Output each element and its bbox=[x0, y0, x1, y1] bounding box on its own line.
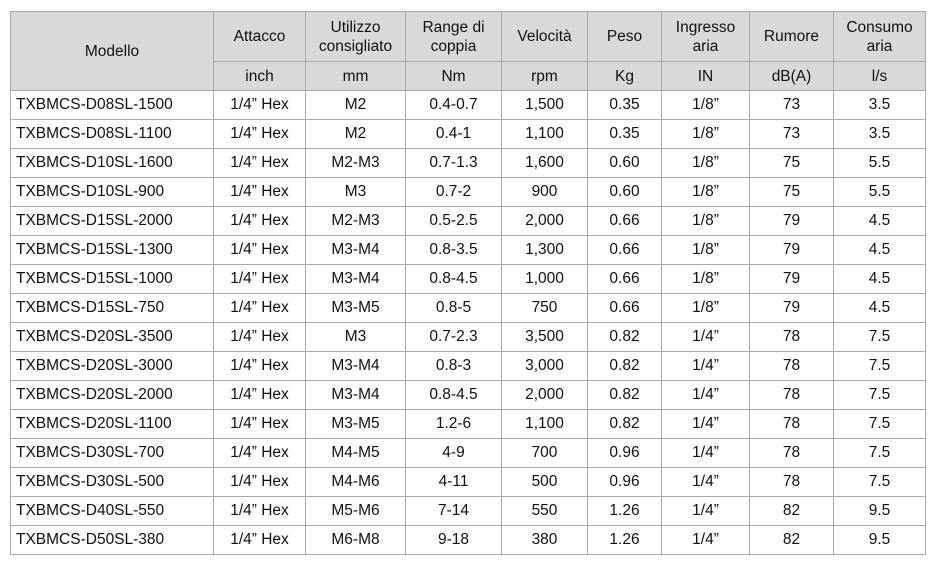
cell-ingresso: 1/8” bbox=[662, 236, 750, 265]
cell-utilizzo: M2-M3 bbox=[306, 149, 406, 178]
cell-peso: 0.66 bbox=[588, 207, 662, 236]
cell-utilizzo: M3 bbox=[306, 178, 406, 207]
cell-modello: TXBMCS-D15SL-1000 bbox=[11, 265, 214, 294]
cell-utilizzo: M4-M6 bbox=[306, 468, 406, 497]
col-header-range: Range di coppia bbox=[406, 12, 502, 62]
cell-modello: TXBMCS-D15SL-1300 bbox=[11, 236, 214, 265]
cell-velocita: 1,300 bbox=[502, 236, 588, 265]
cell-rumore: 75 bbox=[750, 149, 834, 178]
cell-attacco: 1/4” Hex bbox=[214, 381, 306, 410]
col-header-peso: Peso bbox=[588, 12, 662, 62]
cell-velocita: 1,100 bbox=[502, 410, 588, 439]
cell-ingresso: 1/8” bbox=[662, 294, 750, 323]
cell-utilizzo: M6-M8 bbox=[306, 526, 406, 555]
cell-range: 0.8-4.5 bbox=[406, 381, 502, 410]
cell-peso: 0.66 bbox=[588, 294, 662, 323]
cell-peso: 0.60 bbox=[588, 178, 662, 207]
cell-peso: 1.26 bbox=[588, 497, 662, 526]
cell-modello: TXBMCS-D30SL-500 bbox=[11, 468, 214, 497]
table-row bbox=[11, 207, 926, 236]
cell-utilizzo: M3-M4 bbox=[306, 352, 406, 381]
table-row bbox=[11, 526, 926, 555]
cell-range: 0.8-3 bbox=[406, 352, 502, 381]
header-row bbox=[11, 12, 926, 62]
cell-consumo: 4.5 bbox=[834, 207, 926, 236]
table-row bbox=[11, 294, 926, 323]
cell-ingresso: 1/8” bbox=[662, 120, 750, 149]
cell-rumore: 78 bbox=[750, 352, 834, 381]
cell-rumore: 79 bbox=[750, 236, 834, 265]
table-row bbox=[11, 120, 926, 149]
cell-peso: 0.66 bbox=[588, 265, 662, 294]
table-row bbox=[11, 468, 926, 497]
cell-velocita: 3,500 bbox=[502, 323, 588, 352]
cell-rumore: 78 bbox=[750, 439, 834, 468]
table-row bbox=[11, 323, 926, 352]
cell-ingresso: 1/8” bbox=[662, 178, 750, 207]
cell-attacco: 1/4” Hex bbox=[214, 207, 306, 236]
cell-utilizzo: M5-M6 bbox=[306, 497, 406, 526]
cell-modello: TXBMCS-D20SL-3000 bbox=[11, 352, 214, 381]
cell-ingresso: 1/4” bbox=[662, 410, 750, 439]
table-row bbox=[11, 236, 926, 265]
cell-velocita: 500 bbox=[502, 468, 588, 497]
cell-consumo: 5.5 bbox=[834, 178, 926, 207]
unit-peso: Kg bbox=[588, 62, 662, 91]
cell-rumore: 73 bbox=[750, 120, 834, 149]
cell-velocita: 1,100 bbox=[502, 120, 588, 149]
cell-rumore: 79 bbox=[750, 265, 834, 294]
cell-modello: TXBMCS-D08SL-1500 bbox=[11, 91, 214, 120]
cell-rumore: 75 bbox=[750, 178, 834, 207]
cell-rumore: 82 bbox=[750, 526, 834, 555]
unit-consumo: l/s bbox=[834, 62, 926, 91]
cell-utilizzo: M3-M4 bbox=[306, 236, 406, 265]
cell-ingresso: 1/4” bbox=[662, 323, 750, 352]
cell-consumo: 7.5 bbox=[834, 468, 926, 497]
cell-attacco: 1/4” Hex bbox=[214, 526, 306, 555]
cell-modello: TXBMCS-D40SL-550 bbox=[11, 497, 214, 526]
spec-table bbox=[10, 11, 926, 555]
cell-velocita: 380 bbox=[502, 526, 588, 555]
cell-modello: TXBMCS-D15SL-750 bbox=[11, 294, 214, 323]
cell-peso: 0.82 bbox=[588, 352, 662, 381]
cell-consumo: 9.5 bbox=[834, 526, 926, 555]
cell-peso: 0.35 bbox=[588, 91, 662, 120]
table-row bbox=[11, 497, 926, 526]
cell-range: 0.7-2 bbox=[406, 178, 502, 207]
cell-peso: 0.82 bbox=[588, 323, 662, 352]
cell-utilizzo: M2 bbox=[306, 91, 406, 120]
cell-range: 0.8-4.5 bbox=[406, 265, 502, 294]
unit-range: Nm bbox=[406, 62, 502, 91]
cell-utilizzo: M2-M3 bbox=[306, 207, 406, 236]
cell-velocita: 1,600 bbox=[502, 149, 588, 178]
cell-peso: 0.96 bbox=[588, 468, 662, 497]
cell-peso: 0.35 bbox=[588, 120, 662, 149]
cell-peso: 0.66 bbox=[588, 236, 662, 265]
unit-attacco: inch bbox=[214, 62, 306, 91]
cell-velocita: 550 bbox=[502, 497, 588, 526]
cell-ingresso: 1/8” bbox=[662, 207, 750, 236]
cell-attacco: 1/4” Hex bbox=[214, 265, 306, 294]
cell-utilizzo: M3-M4 bbox=[306, 265, 406, 294]
cell-utilizzo: M3 bbox=[306, 323, 406, 352]
cell-rumore: 78 bbox=[750, 468, 834, 497]
cell-rumore: 78 bbox=[750, 381, 834, 410]
cell-ingresso: 1/4” bbox=[662, 468, 750, 497]
cell-consumo: 3.5 bbox=[834, 91, 926, 120]
col-header-utilizzo: Utilizzo consigliato bbox=[306, 12, 406, 62]
cell-velocita: 750 bbox=[502, 294, 588, 323]
cell-peso: 0.82 bbox=[588, 410, 662, 439]
col-header-attacco: Attacco bbox=[214, 12, 306, 62]
cell-utilizzo: M2 bbox=[306, 120, 406, 149]
col-header-rumore: Rumore bbox=[750, 12, 834, 62]
cell-ingresso: 1/4” bbox=[662, 497, 750, 526]
cell-modello: TXBMCS-D20SL-2000 bbox=[11, 381, 214, 410]
col-header-ingresso: Ingresso aria bbox=[662, 12, 750, 62]
cell-rumore: 79 bbox=[750, 207, 834, 236]
cell-attacco: 1/4” Hex bbox=[214, 120, 306, 149]
col-header-consumo: Consumo aria bbox=[834, 12, 926, 62]
cell-consumo: 7.5 bbox=[834, 410, 926, 439]
cell-consumo: 9.5 bbox=[834, 497, 926, 526]
cell-ingresso: 1/8” bbox=[662, 91, 750, 120]
cell-attacco: 1/4” Hex bbox=[214, 149, 306, 178]
table-row bbox=[11, 91, 926, 120]
cell-attacco: 1/4” Hex bbox=[214, 439, 306, 468]
cell-range: 0.8-3.5 bbox=[406, 236, 502, 265]
cell-rumore: 79 bbox=[750, 294, 834, 323]
cell-velocita: 2,000 bbox=[502, 207, 588, 236]
cell-ingresso: 1/4” bbox=[662, 439, 750, 468]
cell-range: 0.8-5 bbox=[406, 294, 502, 323]
col-header-velocita: Velocità bbox=[502, 12, 588, 62]
cell-consumo: 3.5 bbox=[834, 120, 926, 149]
cell-consumo: 7.5 bbox=[834, 439, 926, 468]
cell-rumore: 78 bbox=[750, 410, 834, 439]
unit-rumore: dB(A) bbox=[750, 62, 834, 91]
cell-utilizzo: M3-M5 bbox=[306, 294, 406, 323]
table-row bbox=[11, 178, 926, 207]
cell-range: 1.2-6 bbox=[406, 410, 502, 439]
table-header bbox=[11, 12, 926, 91]
unit-utilizzo: mm bbox=[306, 62, 406, 91]
cell-consumo: 7.5 bbox=[834, 352, 926, 381]
cell-range: 0.4-1 bbox=[406, 120, 502, 149]
cell-modello: TXBMCS-D30SL-700 bbox=[11, 439, 214, 468]
cell-range: 7-14 bbox=[406, 497, 502, 526]
cell-consumo: 4.5 bbox=[834, 236, 926, 265]
cell-range: 4-9 bbox=[406, 439, 502, 468]
cell-rumore: 78 bbox=[750, 323, 834, 352]
cell-consumo: 5.5 bbox=[834, 149, 926, 178]
table-row bbox=[11, 149, 926, 178]
cell-ingresso: 1/4” bbox=[662, 526, 750, 555]
cell-range: 0.5-2.5 bbox=[406, 207, 502, 236]
cell-modello: TXBMCS-D10SL-1600 bbox=[11, 149, 214, 178]
unit-ingresso: IN bbox=[662, 62, 750, 91]
cell-velocita: 1,500 bbox=[502, 91, 588, 120]
cell-ingresso: 1/4” bbox=[662, 381, 750, 410]
cell-attacco: 1/4” Hex bbox=[214, 468, 306, 497]
unit-velocita: rpm bbox=[502, 62, 588, 91]
table-row bbox=[11, 439, 926, 468]
cell-consumo: 4.5 bbox=[834, 294, 926, 323]
cell-modello: TXBMCS-D20SL-3500 bbox=[11, 323, 214, 352]
cell-attacco: 1/4” Hex bbox=[214, 410, 306, 439]
col-header-modello: Modello bbox=[11, 12, 214, 91]
cell-attacco: 1/4” Hex bbox=[214, 352, 306, 381]
cell-velocita: 2,000 bbox=[502, 381, 588, 410]
cell-modello: TXBMCS-D10SL-900 bbox=[11, 178, 214, 207]
cell-consumo: 7.5 bbox=[834, 381, 926, 410]
cell-ingresso: 1/8” bbox=[662, 265, 750, 294]
cell-range: 9-18 bbox=[406, 526, 502, 555]
cell-attacco: 1/4” Hex bbox=[214, 91, 306, 120]
cell-modello: TXBMCS-D20SL-1100 bbox=[11, 410, 214, 439]
cell-consumo: 4.5 bbox=[834, 265, 926, 294]
cell-utilizzo: M4-M5 bbox=[306, 439, 406, 468]
table-row bbox=[11, 265, 926, 294]
table-row bbox=[11, 381, 926, 410]
cell-utilizzo: M3-M4 bbox=[306, 381, 406, 410]
cell-utilizzo: M3-M5 bbox=[306, 410, 406, 439]
cell-modello: TXBMCS-D50SL-380 bbox=[11, 526, 214, 555]
cell-consumo: 7.5 bbox=[834, 323, 926, 352]
table-row bbox=[11, 410, 926, 439]
cell-peso: 0.96 bbox=[588, 439, 662, 468]
cell-attacco: 1/4” Hex bbox=[214, 323, 306, 352]
cell-rumore: 73 bbox=[750, 91, 834, 120]
cell-range: 0.7-1.3 bbox=[406, 149, 502, 178]
table-row bbox=[11, 352, 926, 381]
cell-ingresso: 1/8” bbox=[662, 149, 750, 178]
cell-rumore: 82 bbox=[750, 497, 834, 526]
cell-velocita: 1,000 bbox=[502, 265, 588, 294]
cell-attacco: 1/4” Hex bbox=[214, 178, 306, 207]
cell-velocita: 700 bbox=[502, 439, 588, 468]
cell-attacco: 1/4” Hex bbox=[214, 236, 306, 265]
cell-ingresso: 1/4” bbox=[662, 352, 750, 381]
cell-attacco: 1/4” Hex bbox=[214, 497, 306, 526]
cell-modello: TXBMCS-D15SL-2000 bbox=[11, 207, 214, 236]
cell-range: 4-11 bbox=[406, 468, 502, 497]
cell-peso: 0.60 bbox=[588, 149, 662, 178]
cell-modello: TXBMCS-D08SL-1100 bbox=[11, 120, 214, 149]
cell-range: 0.7-2.3 bbox=[406, 323, 502, 352]
table-body bbox=[11, 91, 926, 555]
cell-velocita: 3,000 bbox=[502, 352, 588, 381]
cell-velocita: 900 bbox=[502, 178, 588, 207]
cell-peso: 0.82 bbox=[588, 381, 662, 410]
cell-attacco: 1/4” Hex bbox=[214, 294, 306, 323]
cell-range: 0.4-0.7 bbox=[406, 91, 502, 120]
cell-peso: 1.26 bbox=[588, 526, 662, 555]
